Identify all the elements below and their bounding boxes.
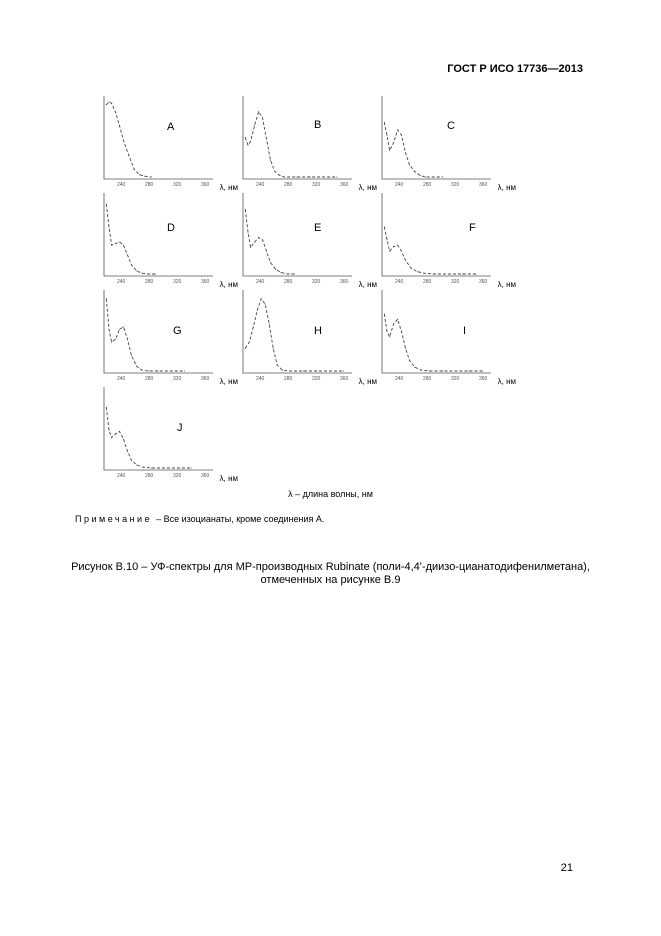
data-point [106, 104, 107, 105]
spectrum-line [106, 204, 155, 274]
data-point [270, 160, 271, 161]
caption-line-1: Рисунок В.10 – УФ-спектры для МР-производных Rubinate (поли-4,4'-диизо-цианатодифенилметана), [71, 561, 590, 573]
spectrum-line [245, 209, 294, 274]
data-point [266, 251, 267, 252]
data-point [111, 437, 112, 438]
spectrum-panel-h [242, 289, 377, 384]
data-point [421, 370, 422, 371]
x-axis-caption: λ – длина волны, нм [288, 489, 373, 499]
figure-caption [0, 561, 661, 587]
data-point [109, 329, 110, 330]
plot-axes [382, 96, 491, 179]
data-point [433, 177, 434, 178]
x-tick-label: 320 [451, 182, 460, 188]
panel-label: B [314, 119, 322, 131]
data-point [119, 329, 120, 330]
x-tick-label: 360 [340, 376, 349, 382]
data-point [123, 140, 124, 141]
axis-unit-label: λ, нм [358, 183, 377, 192]
data-point [134, 169, 135, 170]
data-point [136, 366, 137, 367]
axis-unit-label: λ, нм [219, 474, 238, 483]
data-point [442, 371, 443, 372]
spectrum-plot [381, 192, 516, 287]
panel-label: H [314, 325, 322, 337]
x-tick-label: 360 [479, 279, 488, 285]
data-point [433, 274, 434, 275]
data-point [316, 371, 317, 372]
data-point [409, 164, 410, 165]
x-tick-label: 280 [145, 473, 154, 479]
plot-axes [382, 290, 491, 373]
data-point [109, 226, 110, 227]
data-point [142, 273, 143, 274]
x-tick-label: 240 [117, 182, 126, 188]
x-tick-label: 280 [423, 182, 432, 188]
data-point [449, 274, 450, 275]
x-tick-label: 280 [145, 376, 154, 382]
spectrum-plot [242, 95, 377, 190]
data-point [123, 326, 124, 327]
data-point [303, 371, 304, 372]
data-point [266, 139, 267, 140]
x-tick-label: 240 [117, 279, 126, 285]
caption-line-2: отмеченных на рисунке В.9 [260, 574, 401, 586]
x-tick-label: 240 [256, 376, 265, 382]
spectrum-plot [242, 289, 377, 384]
x-tick-label: 280 [284, 279, 293, 285]
data-point [274, 170, 275, 171]
spectrum-panel-g [103, 289, 238, 384]
data-point [111, 245, 112, 246]
data-point [420, 175, 421, 176]
plot-axes [243, 96, 352, 179]
spectrum-plot [381, 95, 516, 190]
data-point [330, 371, 331, 372]
data-point [401, 135, 402, 136]
data-point [128, 155, 129, 156]
spectrum-line [384, 122, 442, 177]
data-point [136, 271, 137, 272]
x-tick-label: 360 [340, 182, 349, 188]
data-point [282, 370, 283, 371]
axis-unit-label: λ, нм [219, 183, 238, 192]
plot-axes [243, 193, 352, 276]
data-point [290, 371, 291, 372]
data-point [115, 339, 116, 340]
data-point [262, 239, 263, 240]
figure-note [75, 514, 324, 524]
spectrum-panel-c [381, 95, 516, 190]
plot-axes [243, 290, 352, 373]
data-point [106, 204, 107, 205]
spectrum-plot [381, 289, 516, 384]
data-point [425, 177, 426, 178]
panel-label: C [447, 120, 455, 132]
data-point [131, 355, 132, 356]
data-point [387, 239, 388, 240]
data-point [384, 314, 385, 315]
spectrum-panel-f [381, 192, 516, 287]
data-point [393, 323, 394, 324]
data-point [248, 145, 249, 146]
data-point [158, 371, 159, 372]
x-tick-label: 320 [451, 376, 460, 382]
x-tick-label: 320 [312, 376, 321, 382]
data-point [127, 339, 128, 340]
data-point [184, 371, 185, 372]
plot-axes [104, 387, 213, 470]
x-tick-label: 240 [395, 376, 404, 382]
spectrum-panel-e [242, 192, 377, 287]
x-tick-label: 320 [312, 182, 321, 188]
data-point [254, 242, 255, 243]
x-tick-label: 280 [423, 279, 432, 285]
data-point [115, 112, 116, 113]
x-tick-label: 240 [256, 182, 265, 188]
data-point [111, 103, 112, 104]
data-point [393, 246, 394, 247]
x-tick-label: 240 [256, 279, 265, 285]
data-point [401, 331, 402, 332]
data-point [257, 310, 258, 311]
data-point [143, 467, 144, 468]
panel-label: A [167, 121, 175, 133]
data-point [417, 271, 418, 272]
data-point [405, 152, 406, 153]
data-point [281, 272, 282, 273]
document-id: ГОСТ Р ИСО 17736—2013 [447, 63, 583, 75]
x-tick-label: 280 [284, 376, 293, 382]
data-point [336, 177, 337, 178]
spectrum-line [245, 112, 336, 177]
data-point [106, 298, 107, 299]
data-point [142, 370, 143, 371]
spectrum-plot [103, 192, 238, 287]
data-point [151, 468, 152, 469]
data-point [442, 177, 443, 178]
data-point [131, 460, 132, 461]
x-tick-label: 360 [201, 279, 210, 285]
data-point [171, 371, 172, 372]
x-tick-label: 360 [201, 182, 210, 188]
data-point [343, 371, 344, 372]
x-tick-label: 360 [340, 279, 349, 285]
panel-label: E [314, 222, 322, 234]
data-point [245, 348, 246, 349]
data-point [261, 298, 262, 299]
spectrum-line [245, 299, 343, 371]
data-point [136, 465, 137, 466]
data-point [127, 255, 128, 256]
x-tick-label: 280 [145, 182, 154, 188]
x-tick-label: 360 [201, 473, 210, 479]
axis-unit-label: λ, нм [358, 377, 377, 386]
data-point [297, 177, 298, 178]
data-point [410, 267, 411, 268]
axis-unit-label: λ, нм [219, 280, 238, 289]
data-point [389, 150, 390, 151]
data-point [482, 371, 483, 372]
data-point [151, 177, 152, 178]
data-point [164, 468, 165, 469]
data-point [115, 243, 116, 244]
data-point [123, 245, 124, 246]
spectrum-panel-j [103, 386, 238, 481]
data-point [177, 468, 178, 469]
data-point [401, 251, 402, 252]
data-point [389, 251, 390, 252]
data-point [262, 117, 263, 118]
note-prefix: Примечание [75, 514, 153, 524]
data-point [278, 174, 279, 175]
data-point [397, 245, 398, 246]
x-tick-label: 360 [479, 182, 488, 188]
panel-label: J [177, 422, 183, 434]
data-point [387, 331, 388, 332]
data-point [245, 209, 246, 210]
x-tick-label: 280 [145, 279, 154, 285]
panel-label: F [469, 222, 476, 234]
spectrum-line [384, 227, 476, 274]
plot-axes [104, 290, 213, 373]
spectrum-line [106, 407, 191, 468]
axis-unit-label: λ, нм [497, 183, 516, 192]
data-point [455, 371, 456, 372]
spectrum-panel-a [103, 95, 238, 190]
data-point [119, 242, 120, 243]
data-point [119, 126, 120, 127]
spectrum-panel-d [103, 192, 238, 287]
data-point [429, 371, 430, 372]
data-point [397, 319, 398, 320]
data-point [123, 439, 124, 440]
x-tick-label: 240 [395, 182, 404, 188]
data-point [469, 371, 470, 372]
data-point [273, 348, 274, 349]
data-point [384, 122, 385, 123]
x-tick-label: 320 [451, 279, 460, 285]
x-tick-label: 320 [173, 473, 182, 479]
data-point [245, 137, 246, 138]
axis-unit-label: λ, нм [497, 280, 516, 289]
data-point [424, 273, 425, 274]
data-point [254, 125, 255, 126]
data-point [475, 274, 476, 275]
data-point [250, 141, 251, 142]
data-point [265, 304, 266, 305]
data-point [269, 323, 270, 324]
data-point [387, 135, 388, 136]
data-point [106, 407, 107, 408]
data-point [258, 237, 259, 238]
panel-label: I [463, 325, 467, 337]
axis-unit-label: λ, нм [358, 280, 377, 289]
data-point [119, 431, 120, 432]
data-point [191, 468, 192, 469]
data-point [283, 177, 284, 178]
plot-axes [104, 193, 213, 276]
data-point [127, 451, 128, 452]
plot-axes [104, 96, 213, 179]
data-point [462, 274, 463, 275]
data-point [249, 342, 250, 343]
x-tick-label: 360 [201, 376, 210, 382]
data-point [109, 430, 110, 431]
data-point [109, 101, 110, 102]
axis-unit-label: λ, нм [497, 377, 516, 386]
data-point [248, 232, 249, 233]
x-tick-label: 320 [312, 279, 321, 285]
data-point [414, 367, 415, 368]
data-point [270, 262, 271, 263]
data-point [148, 274, 149, 275]
x-tick-label: 280 [284, 182, 293, 188]
data-point [393, 142, 394, 143]
spectrum-panel-i [381, 289, 516, 384]
page-number: 21 [560, 862, 573, 874]
data-point [405, 348, 406, 349]
data-point [409, 360, 410, 361]
data-point [139, 174, 140, 175]
data-point [277, 364, 278, 365]
spectrum-plot [103, 95, 238, 190]
data-point [389, 336, 390, 337]
x-tick-label: 360 [479, 376, 488, 382]
x-tick-label: 240 [117, 376, 126, 382]
spectrum-panel-b [242, 95, 377, 190]
panel-label: G [173, 325, 182, 337]
panel-label: D [167, 222, 175, 234]
x-tick-label: 240 [117, 473, 126, 479]
data-point [275, 269, 276, 270]
data-point [111, 342, 112, 343]
spectrum-line [384, 314, 482, 371]
note-text: – Все изоцианаты, кроме соединения А. [156, 514, 325, 524]
x-tick-label: 320 [173, 376, 182, 382]
data-point [131, 264, 132, 265]
x-tick-label: 280 [423, 376, 432, 382]
x-tick-label: 320 [173, 279, 182, 285]
axis-unit-label: λ, нм [219, 377, 238, 386]
data-point [258, 111, 259, 112]
data-point [405, 260, 406, 261]
data-point [155, 274, 156, 275]
plot-axes [382, 193, 491, 276]
spectrum-plot [103, 386, 238, 481]
spectrum-plot [103, 289, 238, 384]
data-point [323, 177, 324, 178]
data-point [115, 433, 116, 434]
data-point [253, 326, 254, 327]
data-point [148, 371, 149, 372]
x-tick-label: 320 [173, 182, 182, 188]
data-point [144, 176, 145, 177]
data-point [310, 177, 311, 178]
spectrum-plot [242, 192, 377, 287]
spectrum-line [106, 102, 151, 177]
data-point [397, 129, 398, 130]
data-point [250, 247, 251, 248]
data-point [287, 274, 288, 275]
data-point [294, 274, 295, 275]
data-point [384, 226, 385, 227]
data-point [414, 171, 415, 172]
x-tick-label: 240 [395, 279, 404, 285]
